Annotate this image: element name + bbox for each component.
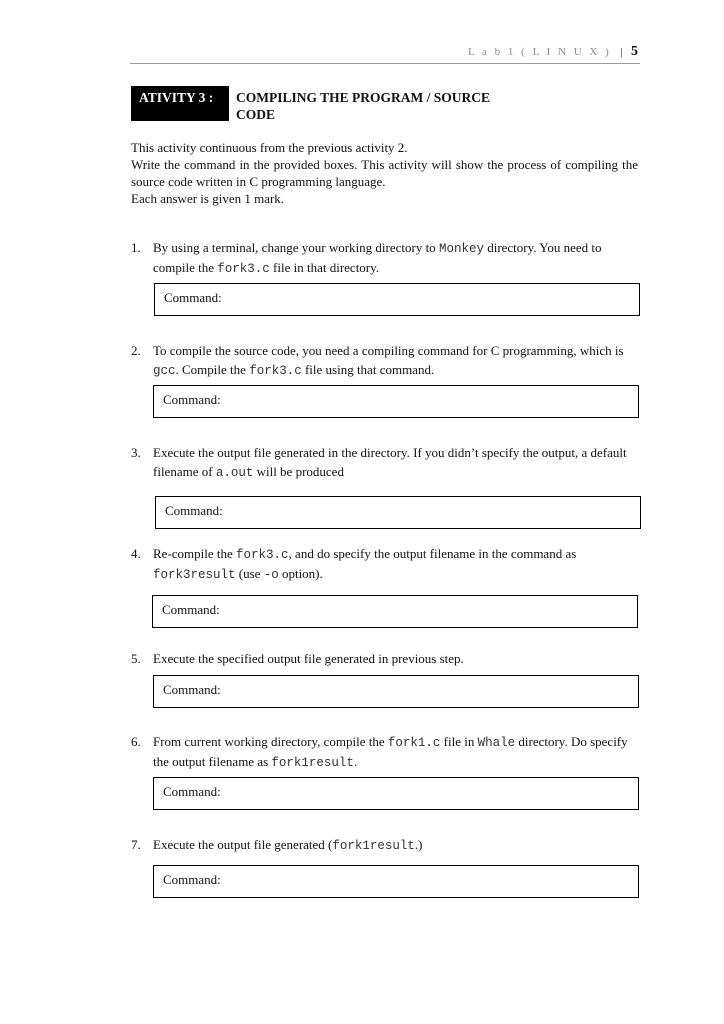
text: option). — [278, 565, 323, 581]
text: (use — [235, 565, 264, 581]
answer-box-6[interactable] — [153, 777, 639, 810]
command-label: Command: — [163, 872, 221, 887]
intro-line2: Write the command in the provided boxes. This activity will show the process of compiling the source code written in C programming language. — [131, 157, 638, 189]
file-name: fork3.c — [249, 363, 302, 378]
directory-name: Monkey — [438, 242, 484, 256]
question-number: 7. — [131, 837, 141, 852]
text: . — [353, 753, 358, 769]
text: Execute the output file generated ( — [153, 837, 333, 852]
output-name: fork1result — [271, 755, 354, 770]
answer-box-5[interactable] — [153, 675, 639, 708]
text: will be produced — [253, 463, 344, 479]
text: By using a terminal, change your working directory to — [153, 240, 439, 255]
intro-text — [131, 139, 638, 207]
text: , and do specify the output filename in the command as — [288, 546, 577, 561]
question-1 — [131, 239, 641, 278]
question-number: 3. — [131, 445, 141, 460]
question-3 — [131, 444, 641, 482]
answer-box-2[interactable] — [153, 385, 639, 418]
text: file in that directory. — [269, 259, 380, 275]
header-rule — [130, 63, 640, 64]
command-label: Command: — [162, 602, 220, 617]
output-name: fork3result — [153, 567, 236, 582]
activity-title-line1: COMPILING THE PROGRAM / SOURCE — [236, 90, 491, 105]
text: From current working directory, compile the — [153, 734, 388, 749]
text: To compile the source code, you need a compiling command for C programming, which is — [153, 343, 624, 358]
text: directory. You need to compile the — [153, 240, 602, 275]
activity-title-line2: CODE — [236, 107, 276, 122]
question-number: 4. — [131, 546, 141, 561]
question-number: 2. — [131, 343, 141, 358]
text: directory. Do specify the output filename as — [153, 734, 628, 769]
text: . Compile the — [175, 361, 250, 377]
page-header — [468, 44, 638, 60]
intro-line1: This activity continuous from the previous activity 2. — [131, 140, 408, 155]
answer-box-7[interactable] — [153, 865, 639, 898]
question-text — [153, 545, 641, 584]
text: Re-compile the — [153, 546, 237, 561]
header-separator: | — [620, 46, 623, 58]
question-4 — [131, 545, 641, 584]
directory-name: Whale — [477, 736, 516, 750]
command-name: gcc — [153, 363, 176, 378]
question-number: 6. — [131, 734, 141, 749]
file-name: fork3.c — [217, 261, 270, 276]
question-text — [153, 733, 641, 772]
answer-box-1[interactable] — [154, 283, 640, 316]
file-name: fork1.c — [387, 736, 441, 750]
activity-title — [236, 89, 536, 123]
output-name: fork1result — [332, 839, 415, 853]
activity-label: ATIVITY 3 : — [131, 86, 229, 121]
question-text — [153, 239, 641, 278]
command-label: Command: — [163, 682, 221, 697]
text: file using that command. — [301, 361, 435, 377]
text: .) — [414, 837, 423, 852]
question-number: 1. — [131, 240, 141, 255]
question-text — [153, 342, 641, 380]
question-6 — [131, 733, 641, 772]
question-7 — [131, 836, 641, 856]
file-name: a.out — [215, 465, 254, 480]
text: file in — [440, 734, 478, 749]
question-text — [153, 836, 641, 856]
text: Execute the output file generated in the directory. If you didn’t specify the output, a default filename of — [153, 445, 627, 479]
question-2 — [131, 342, 641, 380]
answer-box-4[interactable] — [152, 595, 638, 628]
question-text: Execute the specified output file generated in previous step. — [153, 651, 464, 666]
lab-title: L a b 1 ( L I N U X ) — [467, 46, 612, 58]
answer-box-3[interactable] — [155, 496, 641, 529]
command-label: Command: — [163, 392, 221, 407]
command-label: Command: — [165, 503, 223, 518]
option-flag: -o — [263, 567, 279, 582]
command-label: Command: — [163, 784, 221, 799]
page-number: 5 — [631, 44, 638, 59]
question-number: 5. — [131, 651, 141, 666]
question-text — [153, 444, 641, 482]
question-5 — [131, 650, 641, 669]
intro-line3: Each answer is given 1 mark. — [131, 191, 285, 206]
command-label: Command: — [164, 290, 222, 305]
file-name: fork3.c — [236, 548, 289, 562]
